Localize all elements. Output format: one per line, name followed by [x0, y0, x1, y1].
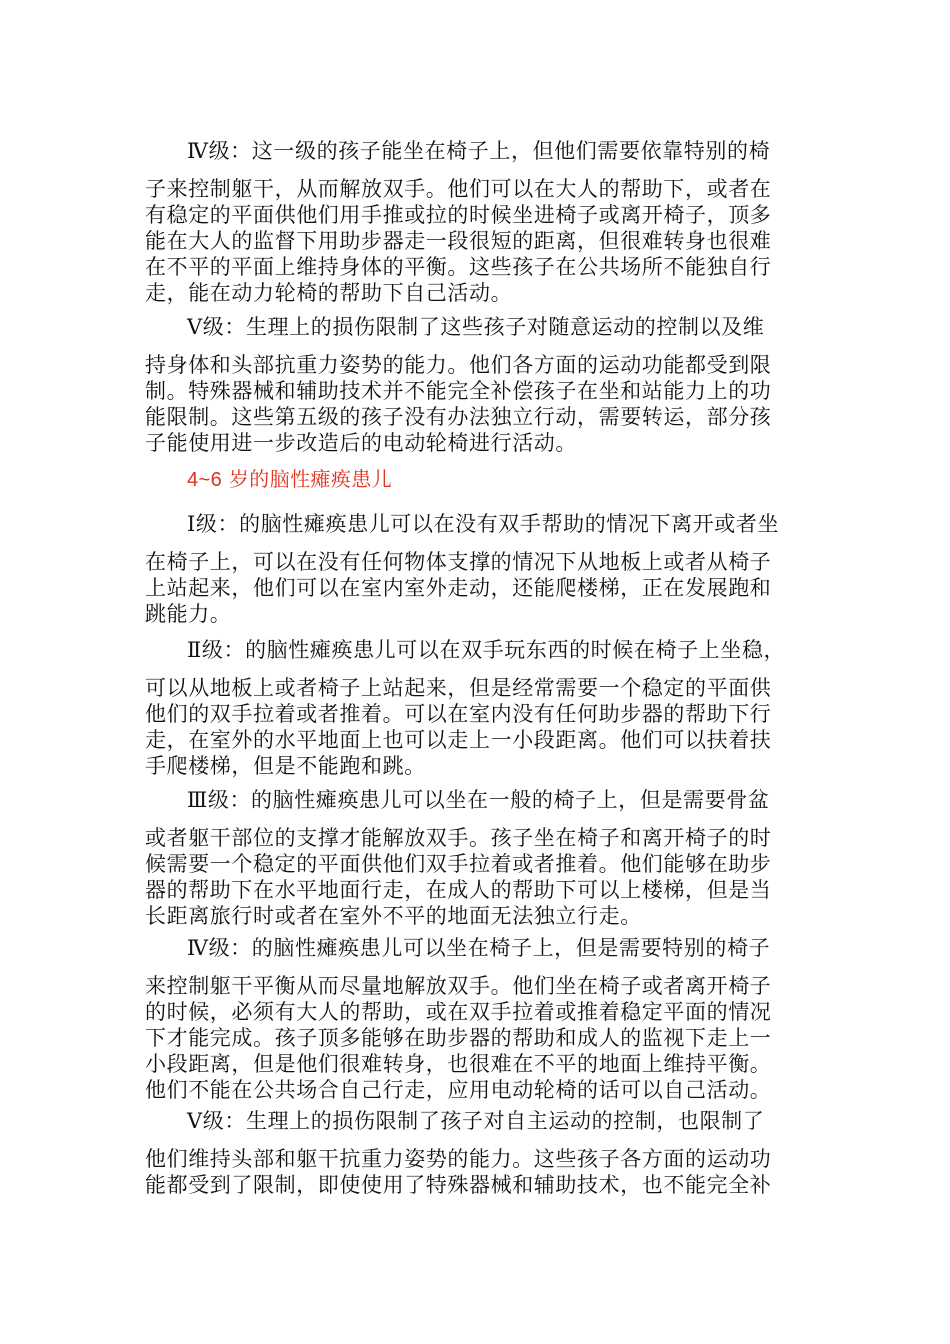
paragraph-line: 跳能力。 [145, 602, 232, 626]
paragraph-line: 候需要一个稳定的平面供他们双手拉着或者推着。他们能够在助步 [145, 852, 772, 876]
paragraph-line: 来控制躯干平衡从而尽量地解放双手。他们坐在椅子或者离开椅子 [145, 974, 772, 998]
paragraph-level-4 [145, 935, 810, 1103]
paragraph-line: Ⅳ级：的脑性瘫痪患儿可以坐在椅子上，但是需要特别的椅子 [187, 936, 771, 960]
paragraph-line: Ⅳ级：这一级的孩子能坐在椅子上，但他们需要依靠特别的椅 [187, 139, 771, 163]
paragraph-level-5-intro [145, 314, 810, 456]
paragraph-line: 走，能在动力轮椅的帮助下自己活动。 [145, 281, 513, 305]
paragraph-level-4-intro [145, 138, 810, 306]
paragraph-level-5 [145, 1108, 810, 1198]
paragraph-line: 手爬楼梯，但是不能跑和跳。 [145, 754, 426, 778]
heading-text: 岁的脑性瘫痪患儿 [222, 467, 393, 491]
paragraph-line: 下才能完成。孩子顶多能够在助步器的帮助和成人的监视下走上一 [145, 1026, 772, 1050]
paragraph-line: Ⅲ级：的脑性瘫痪患儿可以坐在一般的椅子上，但是需要骨盆 [187, 788, 770, 812]
paragraph-line: 小段距离，但是他们很难转身，也很难在不平的地面上维持平衡。 [145, 1052, 772, 1076]
paragraph-line: 走，在室外的水平地面上也可以走上一小段距离。他们可以扶着扶 [145, 728, 772, 752]
paragraph-line: 在不平的平面上维持身体的平衡。这些孩子在公共场所不能独自行 [145, 255, 772, 279]
paragraph-line: 有稳定的平面供他们用手推或拉的时候坐进椅子或离开椅子，顶多 [145, 203, 772, 227]
paragraph-line: Ⅴ级：生理上的损伤限制了孩子对自主运动的控制，也限制了 [187, 1109, 765, 1133]
paragraph-level-1 [145, 511, 810, 627]
paragraph-line: 子来控制躯干，从而解放双手。他们可以在大人的帮助下，或者在 [145, 177, 772, 201]
heading-age-range: 4~6 [187, 469, 223, 491]
paragraph-line: 他们的双手拉着或者推着。可以在室内没有任何助步器的帮助下行 [145, 702, 772, 726]
paragraph-line: 在椅子上，可以在没有任何物体支撑的情况下从地板上或者从椅子 [145, 550, 772, 574]
paragraph-level-3 [145, 787, 810, 929]
paragraph-level-2 [145, 637, 810, 779]
paragraph-line: 能都受到了限制，即使使用了特殊器械和辅助技术，也不能完全补 [145, 1173, 772, 1197]
paragraph-line: 或者躯干部位的支撑才能解放双手。孩子坐在椅子和离开椅子的时 [145, 826, 772, 850]
paragraph-line: 持身体和头部抗重力姿势的能力。他们各方面的运动功能都受到限 [145, 353, 772, 377]
paragraph-line: 能限制。这些第五级的孩子没有办法独立行动，需要转运，部分孩 [145, 405, 772, 429]
paragraph-line: Ⅰ级：的脑性瘫痪患儿可以在没有双手帮助的情况下离开或者坐 [187, 512, 780, 536]
section-heading [187, 466, 392, 493]
paragraph-line: Ⅱ级：的脑性瘫痪患儿可以在双手玩东西的时候在椅子上坐稳， [187, 638, 786, 662]
paragraph-line: 他们维持头部和躯干抗重力姿势的能力。这些孩子各方面的运动功 [145, 1147, 772, 1171]
paragraph-line: 制。特殊器械和辅助技术并不能完全补偿孩子在坐和站能力上的功 [145, 379, 772, 403]
paragraph-line: 他们不能在公共场合自己行走，应用电动轮椅的话可以自己活动。 [145, 1078, 772, 1102]
paragraph-line: 长距离旅行时或者在室外不平的地面无法独立行走。 [145, 904, 642, 928]
paragraph-line: 上站起来，他们可以在室内室外走动，还能爬楼梯，正在发展跑和 [145, 576, 772, 600]
paragraph-line: Ⅴ级：生理上的损伤限制了这些孩子对随意运动的控制以及维 [187, 315, 765, 339]
paragraph-line: 可以从地板上或者椅子上站起来，但是经常需要一个稳定的平面供 [145, 676, 772, 700]
paragraph-line: 能在大人的监督下用助步器走一段很短的距离，但很难转身也很难 [145, 229, 772, 253]
paragraph-line: 器的帮助下在水平地面行走，在成人的帮助下可以上楼梯，但是当 [145, 878, 772, 902]
paragraph-line: 的时候，必须有大人的帮助，或在双手拉着或推着稳定平面的情况 [145, 1000, 772, 1024]
paragraph-line: 子能使用进一步改造后的电动轮椅进行活动。 [145, 431, 577, 455]
